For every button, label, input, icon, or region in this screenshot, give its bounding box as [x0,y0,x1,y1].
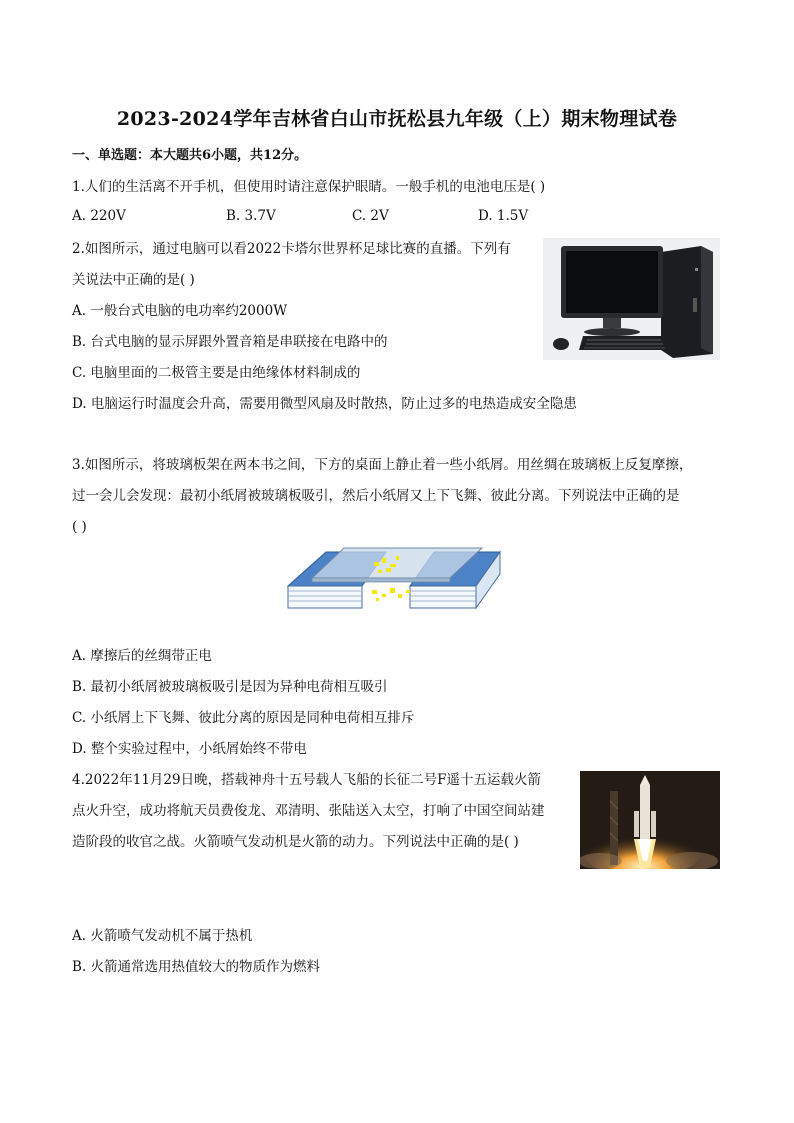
glass-plate-books-icon [286,546,510,612]
question-1-option-b: B. 3.7V [226,208,276,224]
question-2-option-c: C. 电脑里面的二极管主要是由绝缘体材料制成的 [72,365,361,381]
question-3-stem-line-3: ( ) [72,519,87,535]
question-4-stem-line-3: 造阶段的收官之战。火箭喷气发动机是火箭的动力。下列说法中正确的是( ) [72,834,519,850]
question-4-stem-line-1: 4.2022年11月29日晚，搭载神舟十五号载人飞船的长征二号F遥十五运载火箭 [72,772,541,788]
question-1-option-c: C. 2V [352,208,389,224]
question-3-option-a: A. 摩擦后的丝绸带正电 [72,648,212,664]
question-2-option-a: A. 一般台式电脑的电功率约2000W [72,303,288,319]
question-4-option-b: B. 火箭通常选用热值较大的物质作为燃料 [72,959,321,975]
question-3-stem-line-1: 3.如图所示，将玻璃板架在两本书之间，下方的桌面上静止着一些小纸屑。用丝绸在玻璃板上反复摩擦， [72,457,693,473]
question-4-option-a: A. 火箭喷气发动机不属于热机 [72,928,253,944]
page-title: 2023-2024学年吉林省白山市抚松县九年级（上）期末物理试卷 [116,108,678,130]
question-1-option-a: A. 220V [72,208,126,224]
desktop-computer-image [543,238,720,360]
desktop-computer-icon [543,238,720,360]
rocket-launch-image [580,771,720,869]
question-2-option-d: D. 电脑运行时温度会升高，需要用微型风扇及时散热，防止过多的电热造成安全隐患 [72,396,577,412]
question-1-stem: 1.人们的生活离不开手机，但使用时请注意保护眼睛。一般手机的电池电压是( ) [72,179,546,195]
section-heading: 一、单选题：本大题共6小题，共12分。 [72,148,308,163]
question-2-option-b: B. 台式电脑的显示屏跟外置音箱是串联接在电路中的 [72,334,388,350]
question-2-stem-line-2: 关说法中正确的是( ) [72,272,195,288]
question-3-stem-line-2: 过一会儿会发现：最初小纸屑被玻璃板吸引，然后小纸屑又上下飞舞、彼此分离。下列说法中正确的是 [72,488,680,504]
question-3-option-c: C. 小纸屑上下飞舞、彼此分离的原因是同种电荷相互排斥 [72,710,415,726]
question-2-stem-line-1: 2.如图所示，通过电脑可以看2022卡塔尔世界杯足球比赛的直播。下列有 [72,241,511,257]
rocket-launch-icon [580,771,720,869]
question-3-option-b: B. 最初小纸屑被玻璃板吸引是因为异种电荷相互吸引 [72,679,388,695]
question-1-option-d: D. 1.5V [478,208,529,224]
question-3-option-d: D. 整个实验过程中，小纸屑始终不带电 [72,741,307,757]
question-4-stem-line-2: 点火升空，成功将航天员费俊龙、邓清明、张陆送入太空，打响了中国空间站建 [72,803,545,819]
glass-plate-experiment-image [286,546,510,612]
